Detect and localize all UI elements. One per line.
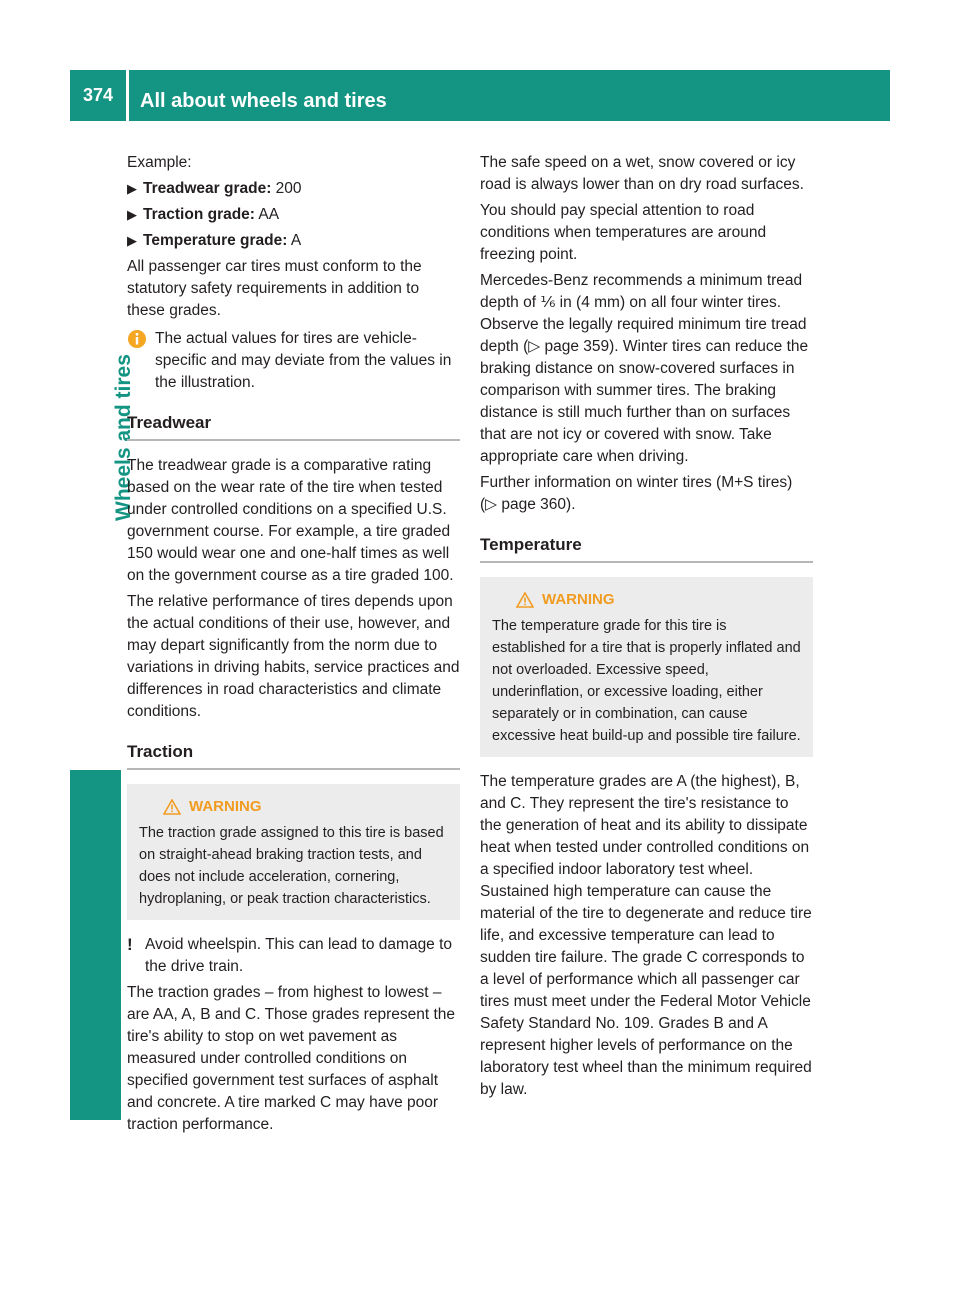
warning-triangle-icon <box>516 592 534 608</box>
intro-paragraph: All passenger car tires must conform to the statutory safety requirements in addition to these grades. <box>127 258 422 319</box>
damage-note <box>127 934 460 978</box>
warning-text: The temperature grade for this tire is established for a tire that is properly inflated and not overloaded. Excessive speed, underinflation, or excessive loading, either separately or in combination, can cause excessive heat build-up and possible tire failure. <box>492 618 801 744</box>
bullet-item <box>127 204 460 226</box>
warning-triangle-icon <box>163 799 181 815</box>
bullet-icon: ▶ <box>127 207 137 222</box>
info-note-text: The actual values for tires are vehicle-specific and may deviate from the values in the illustration. <box>155 330 452 391</box>
header-divider <box>126 70 129 121</box>
left-column <box>127 152 460 1140</box>
warning-text: The traction grade assigned to this tire is based on straight-ahead braking traction tests, and does not include acceleration, cornering, hydroplaning, or peak traction characteristics. <box>139 825 444 907</box>
temperature-heading: Temperature <box>480 534 813 563</box>
warning-title-text: WARNING <box>542 591 615 608</box>
paragraph: The safe speed on a wet, snow covered or icy road is always lower than on dry road surfaces. <box>480 154 804 193</box>
bullet-icon: ▶ <box>127 233 137 248</box>
bullet-label: Temperature grade: <box>143 232 288 249</box>
warning-title-text: WARNING <box>189 798 262 815</box>
treadwear-paragraph: The treadwear grade is a comparative rating based on the wear rate of the tire when tested under controlled conditions on a specified U.S. government course. For example, a tire graded 150 would wear one and one-half times as well on the government course as a tire graded 100. <box>127 457 454 584</box>
treadwear-heading: Treadwear <box>127 412 460 441</box>
info-note <box>127 328 460 394</box>
paragraph: The temperature grades are A (the highest), B, and C. They represent the tire's resistance to the generation of heat and its ability to dissipate heat when tested under controlled conditions on a specified indoor laboratory test wheel. Sustained high temperature can cause the material of the tire to degenerate and reduce tire life, and excessive temperature can lead to sudden tire failure. The grade C corresponds to a level of performance which all passenger car tires must meet under the Federal Motor Vehicle Safety Standard No. 109. Grades B and A represent higher levels of performance on the laboratory test wheel than the minimum required by law. <box>480 773 812 1098</box>
traction-paragraph: The traction grades – from highest to lowest – are AA, A, B and C. Those grades represent the tire's ability to stop on wet pavement as measured under controlled conditions on specified government test surfaces of asphalt and concrete. A tire marked C may have poor traction performance. <box>127 984 455 1133</box>
warning-title <box>492 589 803 611</box>
exclamation-icon: ! <box>127 935 133 954</box>
right-column <box>480 152 813 1105</box>
section-title: All about wheels and tires <box>140 90 387 112</box>
page-number: 374 <box>82 85 114 105</box>
bullet-icon: ▶ <box>127 181 137 196</box>
bullet-label: Treadwear grade: <box>143 180 272 197</box>
temperature-warning-box <box>480 577 813 757</box>
paragraph: Mercedes-Benz recommends a minimum tread depth of ⅙ in (4 mm) on all four winter tires. Observe the legally required minimum tire tread depth (▷ page 359). Winter tires can reduce the braking distance on snow-covered surfaces in comparison with summer tires. The braking distance is still much further than on surfaces that are not icy or covered with snow. Take appropriate care when driving. <box>480 272 809 465</box>
bullet-value: 200 <box>275 180 302 197</box>
side-tab <box>70 770 121 1120</box>
side-tab-label: Wheels and tires <box>112 354 135 521</box>
bullet-item <box>127 178 460 200</box>
paragraph: You should pay special attention to road conditions when temperatures are around freezing point. <box>480 202 767 263</box>
treadwear-paragraph: The relative performance of tires depends upon the actual conditions of their use, however, and may depart significantly from the norm due to variations in driving habits, service practices and differences in road characteristics and climate conditions. <box>127 593 460 720</box>
paragraph: Further information on winter tires (M+S tires) (▷ page 360). <box>480 474 793 513</box>
damage-note-text: Avoid wheelspin. This can lead to damage to the drive train. <box>145 936 453 975</box>
bullet-value: A <box>290 232 302 249</box>
traction-warning-box <box>127 784 460 920</box>
warning-title <box>139 796 450 818</box>
bullet-value: AA <box>258 206 280 223</box>
bullet-item <box>127 230 460 252</box>
traction-heading: Traction <box>127 741 460 770</box>
bullet-label: Traction grade: <box>143 206 255 223</box>
example-label: Example: <box>127 154 192 171</box>
info-circle-icon <box>127 329 147 349</box>
